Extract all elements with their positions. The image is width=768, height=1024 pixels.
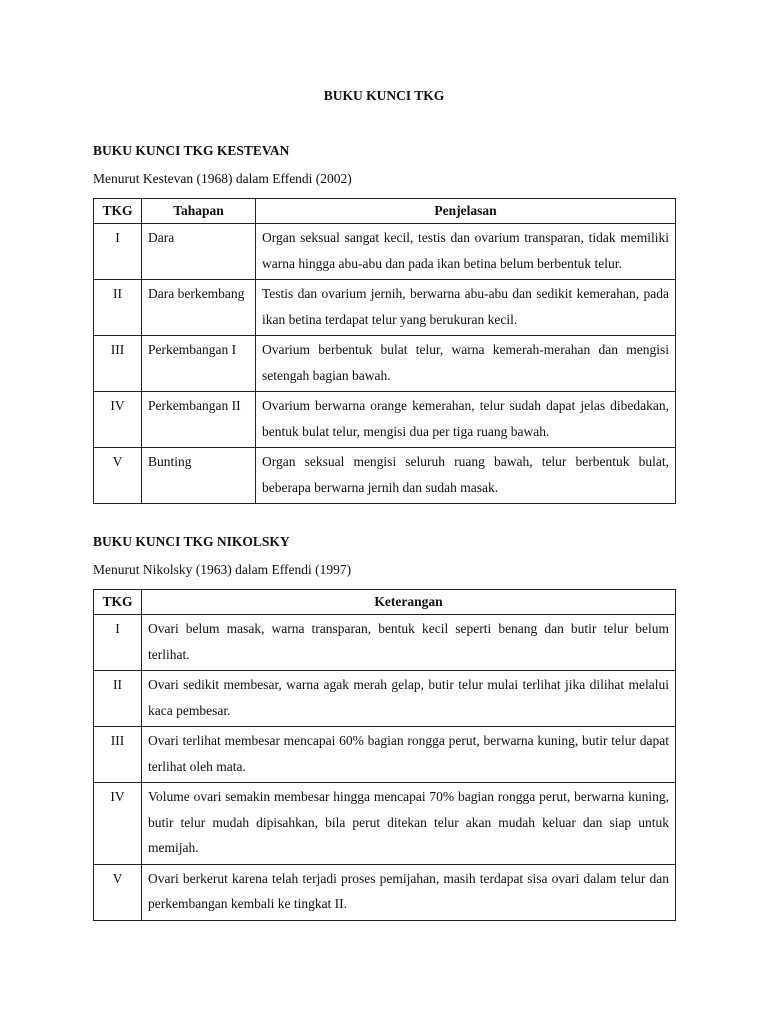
keterangan-cell: Ovari terlihat membesar mencapai 60% bagian rongga perut, berwarna kuning, butir telur dapat terlihat oleh mata. [142, 727, 676, 783]
table-row [94, 280, 676, 336]
page-title: BUKU KUNCI TKG [323, 88, 445, 103]
tkg-cell: V [94, 448, 142, 504]
table-header-row [94, 199, 676, 224]
column-header-tahapan: Tahapan [142, 199, 256, 224]
tkg-cell: I [94, 615, 142, 671]
kestevan-source: Menurut Kestevan (1968) dalam Effendi (2002) [93, 171, 352, 186]
penjelasan-cell: Ovarium berbentuk bulat telur, warna kemerah-merahan dan mengisi setengah bagian bawah. [256, 336, 676, 392]
table-row [94, 727, 676, 783]
nikolsky-source: Menurut Nikolsky (1963) dalam Effendi (1997) [93, 562, 352, 577]
column-header-keterangan: Keterangan [142, 590, 676, 615]
table-row [94, 336, 676, 392]
table-header-row [94, 590, 676, 615]
table-row [94, 224, 676, 280]
tkg-cell: III [94, 336, 142, 392]
penjelasan-cell: Ovarium berwarna orange kemerahan, telur sudah dapat jelas dibedakan, bentuk bulat telur, mengisi dua per tiga ruang bawah. [256, 392, 676, 448]
table-row [94, 864, 676, 920]
keterangan-cell: Ovari sedikit membesar, warna agak merah gelap, butir telur mulai terlihat jika dilihat melalui kaca pembesar. [142, 671, 676, 727]
tkg-cell: IV [94, 392, 142, 448]
tkg-cell: II [94, 671, 142, 727]
table-row [94, 448, 676, 504]
kestevan-heading: BUKU KUNCI TKG KESTEVAN [93, 143, 290, 158]
penjelasan-cell: Testis dan ovarium jernih, berwarna abu-abu dan sedikit kemerahan, pada ikan betina terdapat telur yang berukuran kecil. [256, 280, 676, 336]
table-row [94, 615, 676, 671]
column-header-tkg: TKG [94, 199, 142, 224]
keterangan-cell: Volume ovari semakin membesar hingga mencapai 70% bagian rongga perut, berwarna kuning, butir telur mudah dipisahkan, bila perut ditekan telur akan mudah keluar dan siap untuk memijah. [142, 783, 676, 865]
nikolsky-table [93, 589, 676, 921]
penjelasan-cell: Organ seksual sangat kecil, testis dan ovarium transparan, tidak memiliki warna hingga abu-abu dan pada ikan betina belum berbentuk telur. [256, 224, 676, 280]
tahapan-cell: Dara berkembang [142, 280, 256, 336]
table-row [94, 392, 676, 448]
table-row [94, 671, 676, 727]
tkg-cell: IV [94, 783, 142, 865]
kestevan-table [93, 198, 676, 504]
tahapan-cell: Perkembangan I [142, 336, 256, 392]
nikolsky-heading: BUKU KUNCI TKG NIKOLSKY [93, 534, 290, 549]
tahapan-cell: Perkembangan II [142, 392, 256, 448]
table-row [94, 783, 676, 865]
keterangan-cell: Ovari belum masak, warna transparan, bentuk kecil seperti benang dan butir telur belum terlihat. [142, 615, 676, 671]
tkg-cell: V [94, 864, 142, 920]
penjelasan-cell: Organ seksual mengisi seluruh ruang bawah, telur berbentuk bulat, beberapa berwarna jernih dan sudah masak. [256, 448, 676, 504]
column-header-penjelasan: Penjelasan [256, 199, 676, 224]
keterangan-cell: Ovari berkerut karena telah terjadi proses pemijahan, masih terdapat sisa ovari dalam telur dan perkembangan kembali ke tingkat II. [142, 864, 676, 920]
tkg-cell: II [94, 280, 142, 336]
tahapan-cell: Dara [142, 224, 256, 280]
tahapan-cell: Bunting [142, 448, 256, 504]
tkg-cell: III [94, 727, 142, 783]
column-header-tkg: TKG [94, 590, 142, 615]
tkg-cell: I [94, 224, 142, 280]
